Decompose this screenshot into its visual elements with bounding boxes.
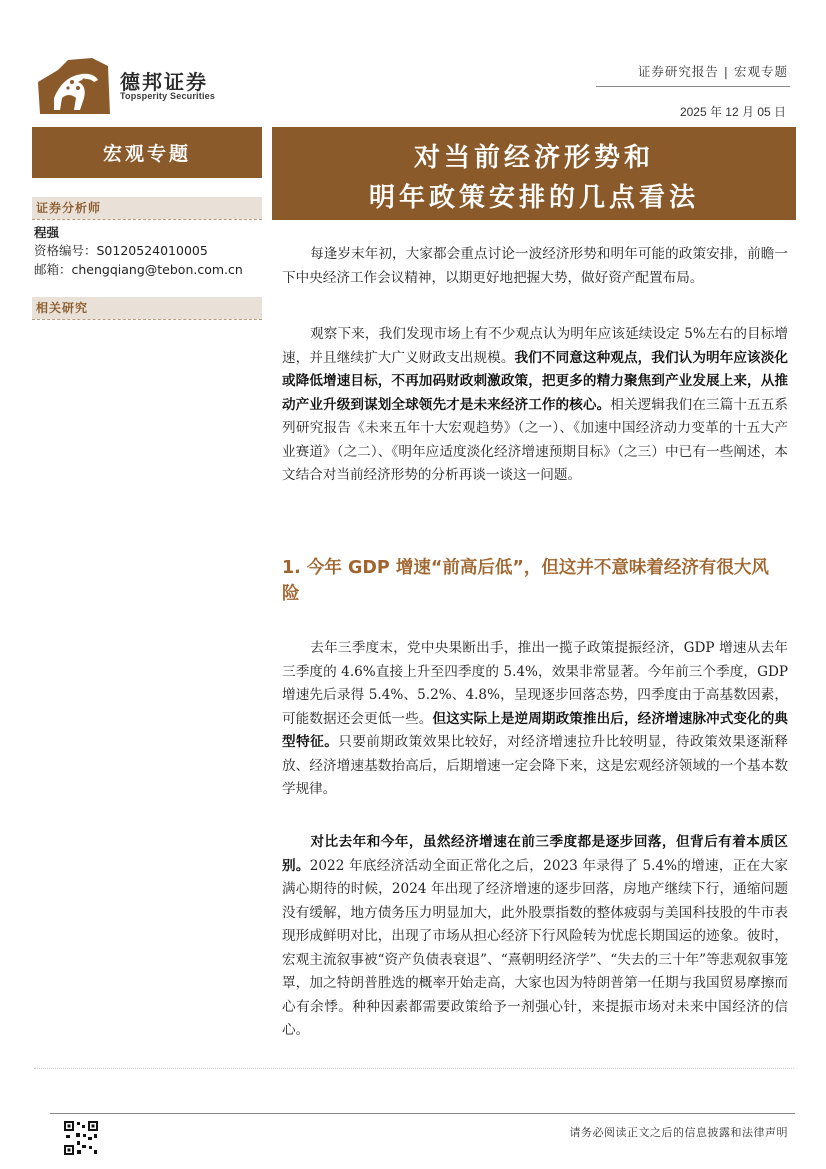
paragraph-view-text-c: 相关逻辑我们在三篇十五五系列研究报告《未来五年十大宏观趋势》（之一）、《加速中国经济动力变革的十五大产业赛道》（之二）、《明年应适度淡化经济增速预期目标》（之三）中已有一些阐述，本文结合对当前经济形势的分析再谈一谈这一问题。	[282, 396, 789, 483]
report-date: 2025 年 12 月 05 日	[679, 105, 786, 119]
paragraph-compare	[282, 831, 788, 1043]
paragraph-view-text-a: 观察下来，我们发现市场上有不少观点认为明年应该延续设定 5%左右的目标增速，并且继续扩大广义财政支出规模。	[282, 326, 788, 366]
brand-name: 德邦证券	[120, 70, 208, 94]
analyst-name: 程强	[34, 225, 60, 240]
category-label: 宏观专题	[102, 143, 191, 165]
related-heading-label: 相关研究	[36, 301, 89, 315]
qr-code-icon	[63, 1120, 99, 1156]
related-research-heading	[32, 297, 262, 319]
footer-divider	[50, 1113, 795, 1114]
paragraph-view	[282, 323, 788, 488]
section-heading-1: 1. 今年 GDP 增速“前高后低”，但这并不意味着经济有很大风险	[282, 558, 769, 604]
analyst-heading	[32, 197, 262, 219]
page-title-line2: 明年政策安排的几点看法	[368, 183, 699, 213]
brand-name-en: Topsperity Securities	[120, 91, 216, 101]
paragraph-gdp-bold: 但这实际上是逆周期政策推出后，经济增速脉冲式变化的典型特征。	[282, 710, 789, 750]
title-banner	[272, 127, 796, 220]
legal-disclaimer-note: 请务必阅读正文之后的信息披露和法律声明	[569, 1126, 788, 1139]
analyst-heading-label: 证券分析师	[36, 201, 102, 215]
header-divider	[596, 86, 790, 87]
report-type: 证券研究报告 | 宏观专题	[637, 64, 788, 79]
analyst-email: 邮箱：chengqiang@tebon.com.cn	[34, 262, 243, 277]
category-banner	[32, 127, 262, 178]
paragraph-gdp-text-a: 去年三季度末，党中央果断出手，推出一揽子政策提振经济，GDP 增速从去年三季度的 4.6%直接上升至四季度的 5.4%，效果非常显著。今年前三个季度，GDP 增速先后录得 5.4%、5.2%、4.8%，呈现逐步回落态势，四季度由于高基数因素，可能数据还会更低一些。	[282, 640, 788, 727]
paragraph-gdp	[282, 637, 788, 802]
paragraph-view-bold: 我们不同意这种观点，我们认为明年应该淡化或降低增速目标，不再加码财政刺激政策，把更多的精力聚焦到产业发展上来，从推动产业升级到谋划全球领先才是未来经济工作的核心。	[282, 349, 789, 413]
paragraph-compare-text: 2022 年底经济活动全面正常化之后，2023 年录得了 5.4%的增速，正在大家满心期待的时候，2024 年出现了经济增速的逐步回落，房地产继续下行，通缩问题没有缓解，地方债务压力明显加大，此外股票指数的整体疲弱与美国科技股的牛市表现形成鲜明对比，出现了市场从担心经济下行风险转为忧虑长期国运的迹象。彼时，宏观主流叙事被“资产负债表衰退”、“熹朝明经济学”、“失去的三十年”等悲观叙事笼罩，加之特朗普胜选的概率开始走高，大家也因为特朗普第一任期与我国贸易摩擦而心有余悸。种种因素都需要政策给予一剂强心针，来提振市场对未来中国经济的信心。	[282, 857, 789, 1038]
paragraph-intro	[282, 243, 788, 290]
paragraph-compare-bold: 对比去年和今年，虽然经济增速在前三季度都是逐步回落，但背后有着本质区别。	[282, 834, 788, 874]
leopard-logo-icon	[38, 58, 110, 114]
page-title-line1: 对当前经济形势和	[413, 143, 654, 173]
footer-dotted-divider	[34, 1068, 794, 1069]
paragraph-intro-text: 每逢岁末年初，大家都会重点讨论一波经济形势和明年可能的政策安排，前瞻一下中央经济工作会议精神，以期更好地把握大势，做好资产配置布局。	[282, 246, 788, 286]
paragraph-gdp-text-c: 只要前期政策效果比较好，对经济增速拉升比较明显，待政策效果逐渐释放、经济增速基数抬高后，后期增速一定会降下来，这是宏观经济领域的一个基本数学规律。	[282, 734, 789, 797]
analyst-license: 资格编号：S0120524010005	[34, 243, 208, 258]
